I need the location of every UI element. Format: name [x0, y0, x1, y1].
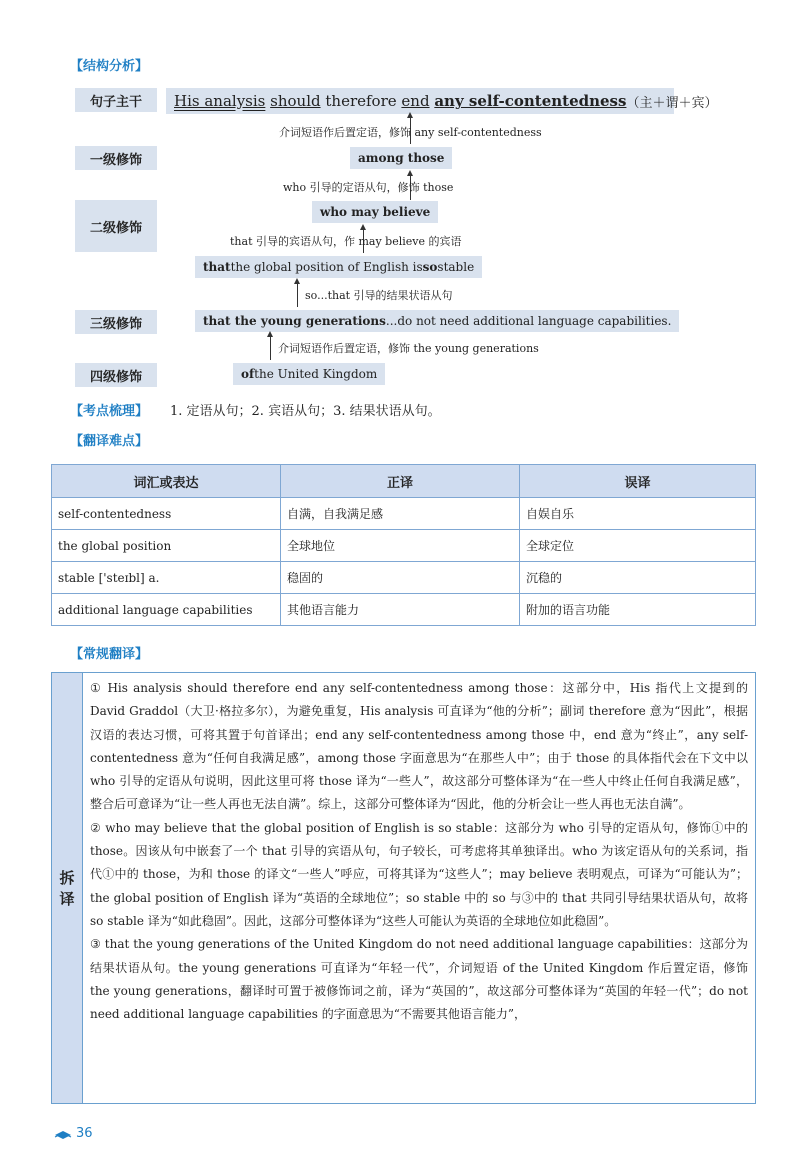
note-3: that 引导的宾语从句，作 may believe 的宾语	[230, 235, 462, 248]
that-mid: the global position of English is	[230, 260, 423, 274]
cell-expression: self-contentedness	[52, 498, 281, 530]
col-expression: 词汇或表达	[52, 465, 281, 498]
book-icon	[54, 1128, 72, 1140]
arrow-4	[297, 283, 298, 307]
table-row	[52, 498, 756, 530]
note-4: so...that 引导的结果状语从句	[305, 289, 453, 302]
result-rest: ...do not need additional language capabilities.	[385, 314, 672, 328]
col-wrong: 误译	[520, 465, 756, 498]
translation-paragraph-1: ① His analysis should therefore end any self-contentedness among those：这部分中，His 指代上文提到的 David Graddol（大卫·格拉多尔），为避免重复，His analysis 可直译为“他的分析”；副词 therefore 意为“因此”，根据汉语的表达习惯，可将其置于句首译出；end any self-contentedness among those 中，end 意为“终止”，any self-contentedness 意为“任何自我满足感”，among those 字面意思为“在那些人中”；由于 those 的具体指代会在下文中以 who 引导的定语从句说明，因此这里可将 those 译为“一些人”，故这部分可整体译为“在一些人中终止任何自我满足感”，整合后可意译为“让一些人再也无法自满”。综上，这部分可整体译为“因此，他的分析会让一些人再也无法自满”。	[90, 681, 748, 812]
cell-wrong: 自娱自乐	[520, 498, 756, 530]
arrow-5	[270, 336, 271, 360]
side-char-2: 译	[59, 890, 75, 908]
cell-wrong: 沉稳的	[520, 562, 756, 594]
level-main-label: 句子主干	[75, 88, 157, 112]
table-row	[52, 562, 756, 594]
difficulty-table	[51, 464, 756, 626]
cell-expression: the global position	[52, 530, 281, 562]
main-sentence	[166, 88, 718, 114]
box-who-may-believe: who may believe	[312, 201, 438, 223]
box-among-those: among those	[350, 147, 452, 169]
difficulty-heading: 【翻译难点】	[70, 434, 149, 449]
table-row	[52, 530, 756, 562]
col-correct: 正译	[281, 465, 520, 498]
translation-body	[90, 677, 748, 1026]
cell-correct: 其他语言能力	[281, 594, 520, 626]
note-2: who 引导的定语从句，修饰 those	[283, 181, 454, 194]
adverb: therefore	[325, 92, 397, 110]
translation-heading: 【常规翻译】	[70, 647, 149, 662]
cell-expression: additional language capabilities	[52, 594, 281, 626]
translation-paragraph-3: ③ that the young generations of the United Kingdom do not need additional language capabilities：这部分为结果状语从句。the young generations 可直译为“年轻一代”，介词短语 of the United Kingdom 作后置定语，修饰 the young generations，翻译时可置于被修饰词之前，译为“英国的”，故这部分可整体译为“英国的年轻一代”；do not need additional language capabilities 的字面意思为“不需要其他语言能力”，	[90, 937, 748, 1022]
translation-paragraph-2: ② who may believe that the global position of English is so stable：这部分为 who 引导的定语从句，修饰①中的 those。因该从句中嵌套了一个 that 引导的宾语从句，句子较长，可考虑将其单独译出。who 为该定语从句的关系词，指代①中的 those，为和 those 的译文“一些人”呼应，可将其译为“这些人”；may believe 表明观点，可译为“可能认为”；the global position of English 译为“英语的全球地位”；so stable 中的 so 与③中的 that 共同引导结果状语从句，故将 so stable 译为“如此稳固”。因此，这部分可整体译为“这些人可能认为英语的全球地位如此稳固”。	[90, 820, 748, 928]
level-third-label: 三级修饰	[75, 310, 157, 334]
table-header-row	[52, 465, 756, 498]
cell-correct: 稳固的	[281, 562, 520, 594]
that-end: stable	[437, 260, 475, 274]
modal: should	[270, 92, 321, 110]
note-1: 介词短语作后置定语，修饰 any self-contentedness	[279, 126, 542, 139]
level-second-label: 二级修饰	[75, 200, 157, 252]
cell-wrong: 全球定位	[520, 530, 756, 562]
structure-heading: 【结构分析】	[70, 59, 149, 74]
result-bold: that the young generations	[203, 314, 386, 328]
box-result-clause	[195, 310, 679, 332]
cell-correct: 全球地位	[281, 530, 520, 562]
page-number: 36	[76, 1126, 93, 1141]
so-bold: so	[422, 260, 438, 274]
box-that-clause	[195, 256, 482, 278]
main-note: （主＋谓＋宾）	[626, 95, 718, 111]
note-5: 介词短语作后置定语，修饰 the young generations	[278, 342, 539, 355]
translation-box	[51, 672, 756, 1104]
verb: end	[401, 92, 430, 110]
object: any self-contentedness	[434, 92, 627, 110]
of-bold: of	[241, 367, 255, 381]
table-row	[52, 594, 756, 626]
level-first-label: 一级修饰	[75, 146, 157, 170]
subject: His analysis	[174, 92, 266, 110]
cell-wrong: 附加的语言功能	[520, 594, 756, 626]
level-fourth-label: 四级修饰	[75, 363, 157, 387]
cell-correct: 自满，自我满足感	[281, 498, 520, 530]
box-of-uk	[233, 363, 385, 385]
page-footer	[54, 1126, 93, 1141]
side-char-1: 拆	[59, 869, 75, 887]
that-bold: that	[203, 260, 231, 274]
keypoints-heading: 【考点梳理】	[70, 404, 149, 419]
keypoints-text: 1. 定语从句；2. 宾语从句；3. 结果状语从句。	[170, 404, 441, 419]
translation-side-label	[52, 673, 83, 1103]
cell-expression: stable ['steɪbl] a.	[52, 562, 281, 594]
of-rest: the United Kingdom	[254, 367, 378, 381]
